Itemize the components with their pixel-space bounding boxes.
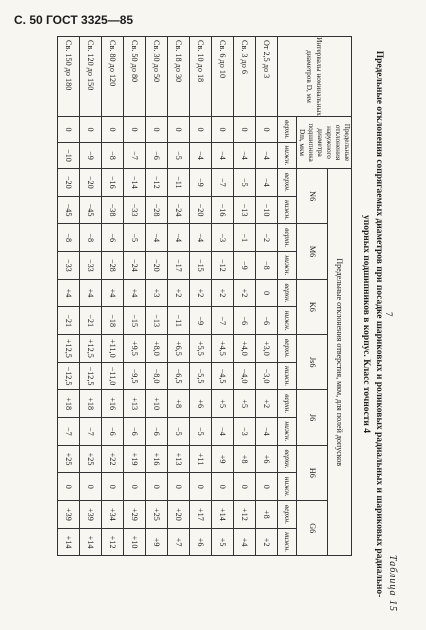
row-label: Св. 50 до 80 bbox=[124, 37, 146, 117]
tolerance-table bbox=[57, 36, 352, 612]
table-cell: +16 bbox=[146, 445, 168, 473]
table-cell: −4 bbox=[234, 143, 256, 169]
table-cell: −24 bbox=[168, 196, 190, 224]
table-cell: −4 bbox=[212, 418, 234, 446]
row-label: Св. 80 до 120 bbox=[102, 37, 124, 117]
table-row bbox=[256, 37, 278, 612]
table-cell: +20 bbox=[168, 501, 190, 529]
table-cell: +14 bbox=[212, 501, 234, 529]
table-cell: −9 bbox=[190, 169, 212, 197]
upper-label: верхн. bbox=[278, 279, 297, 307]
table-cell: −6,5 bbox=[168, 362, 190, 390]
table-cell: −6 bbox=[102, 418, 124, 446]
table-cell: +11,0 bbox=[102, 335, 124, 363]
table-cell: −11 bbox=[168, 307, 190, 335]
table-cell: +5 bbox=[234, 390, 256, 418]
field-header: G6 bbox=[297, 501, 328, 556]
table-cell: −21 bbox=[58, 307, 80, 335]
table-cell: −4 bbox=[190, 143, 212, 169]
table-cell: +16 bbox=[102, 390, 124, 418]
row-label: Св. 30 до 50 bbox=[146, 37, 168, 117]
table-cell: −4 bbox=[146, 224, 168, 252]
table-cell: 0 bbox=[256, 473, 278, 501]
table-cell: −45 bbox=[80, 196, 102, 224]
table-cell: +4 bbox=[124, 279, 146, 307]
row-label: Св. 18 до 30 bbox=[168, 37, 190, 117]
field-header: H6 bbox=[297, 445, 328, 500]
table-cell: +6 bbox=[256, 445, 278, 473]
table-cell: +12 bbox=[102, 528, 124, 556]
field-header: N6 bbox=[297, 169, 328, 224]
table-cell: −6 bbox=[256, 307, 278, 335]
interval-header: Интервалы номинальных диаметров D, мм bbox=[278, 37, 352, 117]
table-cell: +2 bbox=[256, 528, 278, 556]
table-cell: −7 bbox=[124, 143, 146, 169]
table-cell: 0 bbox=[234, 473, 256, 501]
table-cell: −12,5 bbox=[80, 362, 102, 390]
table-cell: +5,5 bbox=[190, 335, 212, 363]
tolerance-span-header: Предельные отклонения отверстия, мкм, для полей допусков bbox=[327, 169, 351, 556]
table-cell: +6 bbox=[190, 390, 212, 418]
table-cell: +8 bbox=[168, 390, 190, 418]
table-cell: −7 bbox=[212, 169, 234, 197]
table-cell: −11 bbox=[168, 169, 190, 197]
table-cell: +9,5 bbox=[124, 335, 146, 363]
table-cell: −6 bbox=[102, 224, 124, 252]
table-row bbox=[212, 37, 234, 612]
table-cell: +8 bbox=[234, 445, 256, 473]
table-cell: −4 bbox=[256, 418, 278, 446]
table-index: 7 bbox=[384, 312, 394, 317]
table-caption: Предельные отклонения сопрягаемых диаметров при посадке шариковых и роликовых радиальных и шариковых радиально-упорных подшипников в корпус. Класс точности 4 bbox=[361, 50, 384, 598]
table-cell: −5 bbox=[234, 169, 256, 197]
table-cell: −21 bbox=[80, 307, 102, 335]
table-cell: −5 bbox=[168, 418, 190, 446]
table-cell: 0 bbox=[212, 473, 234, 501]
lower-label: нижн. bbox=[278, 143, 297, 169]
table-cell: −16 bbox=[102, 169, 124, 197]
table-cell: −7 bbox=[58, 418, 80, 446]
table-cell: 0 bbox=[80, 473, 102, 501]
table-cell: −13 bbox=[234, 196, 256, 224]
table-cell: −5 bbox=[190, 418, 212, 446]
field-header: Js6 bbox=[297, 335, 328, 390]
table-cell: −4,0 bbox=[234, 362, 256, 390]
table-cell: +17 bbox=[190, 501, 212, 529]
table-cell: +5 bbox=[212, 390, 234, 418]
table-cell: −1 bbox=[234, 224, 256, 252]
table-cell: −9 bbox=[80, 143, 102, 169]
table-cell: −33 bbox=[124, 196, 146, 224]
table-cell: −8,0 bbox=[146, 362, 168, 390]
lower-label: нижн. bbox=[278, 362, 297, 390]
table-cell: +2 bbox=[234, 279, 256, 307]
table-cell: −11,0 bbox=[102, 362, 124, 390]
table-cell: 0 bbox=[124, 473, 146, 501]
table-cell: −9 bbox=[190, 307, 212, 335]
table-cell: −5 bbox=[124, 224, 146, 252]
table-cell: +39 bbox=[80, 501, 102, 529]
table-cell: −12 bbox=[212, 252, 234, 280]
lower-label: нижн. bbox=[278, 196, 297, 224]
table-cell: +2 bbox=[168, 279, 190, 307]
table-cell: +4,0 bbox=[234, 335, 256, 363]
table-row bbox=[102, 37, 124, 612]
table-cell: −9 bbox=[234, 252, 256, 280]
table-cell: −28 bbox=[146, 196, 168, 224]
field-header: M6 bbox=[297, 224, 328, 279]
row-label: Св. 3 до 6 bbox=[234, 37, 256, 117]
table-cell: −20 bbox=[190, 196, 212, 224]
table-cell: −7 bbox=[80, 418, 102, 446]
table-cell: −3 bbox=[212, 224, 234, 252]
table-cell: −4 bbox=[256, 169, 278, 197]
lower-label: нижн. bbox=[278, 252, 297, 280]
table-cell: −5 bbox=[168, 143, 190, 169]
table-cell: +3,0 bbox=[256, 335, 278, 363]
table-cell: +9 bbox=[212, 445, 234, 473]
table-cell: 0 bbox=[146, 117, 168, 143]
table-cell: +13 bbox=[168, 445, 190, 473]
table-cell: 0 bbox=[58, 117, 80, 143]
table-cell: +4,5 bbox=[212, 335, 234, 363]
lower-label: нижн. bbox=[278, 528, 297, 556]
table-cell: −8 bbox=[80, 224, 102, 252]
table-body bbox=[58, 37, 278, 612]
table-cell: −6 bbox=[234, 307, 256, 335]
table-cell: −4 bbox=[168, 224, 190, 252]
table-cell: 0 bbox=[102, 473, 124, 501]
table-cell: +25 bbox=[80, 445, 102, 473]
table-cell: −14 bbox=[124, 169, 146, 197]
table-cell: −8 bbox=[256, 252, 278, 280]
table-cell: −4 bbox=[256, 143, 278, 169]
table-cell: −6 bbox=[146, 143, 168, 169]
table-cell: −15 bbox=[124, 307, 146, 335]
table-row bbox=[124, 37, 146, 612]
row-label: Св. 120 до 150 bbox=[80, 37, 102, 117]
table-cell: 0 bbox=[102, 117, 124, 143]
table-cell: −8 bbox=[102, 143, 124, 169]
table-cell: 0 bbox=[168, 473, 190, 501]
table-cell: +25 bbox=[146, 501, 168, 529]
table-label: Таблица 15 bbox=[387, 555, 398, 612]
table-cell: −20 bbox=[58, 169, 80, 197]
table-cell: +14 bbox=[58, 528, 80, 556]
upper-label: верхн. bbox=[278, 335, 297, 363]
table-cell: −4 bbox=[212, 143, 234, 169]
table-cell: −2 bbox=[256, 224, 278, 252]
page-header: С. 50 ГОСТ 3325—85 bbox=[14, 13, 134, 27]
table-cell: +29 bbox=[124, 501, 146, 529]
bearing-header: Предельные отклонения наружного диаметра подшипника Dm, мкм bbox=[297, 117, 352, 169]
table-cell: +18 bbox=[80, 390, 102, 418]
table-cell: +22 bbox=[102, 445, 124, 473]
table-cell: −45 bbox=[58, 196, 80, 224]
table-cell: −20 bbox=[146, 252, 168, 280]
table-row bbox=[146, 37, 168, 612]
table-cell: +2 bbox=[190, 279, 212, 307]
table-cell: +8,0 bbox=[146, 335, 168, 363]
table-cell: +4 bbox=[102, 279, 124, 307]
table-cell: −13 bbox=[146, 307, 168, 335]
table-cell: −33 bbox=[58, 252, 80, 280]
upper-lower-row bbox=[278, 37, 297, 612]
upper-label: верхн. bbox=[278, 224, 297, 252]
upper-label: верхн. bbox=[278, 117, 297, 143]
table-cell: −5,5 bbox=[190, 362, 212, 390]
table-cell: +2 bbox=[212, 279, 234, 307]
table-cell: −15 bbox=[190, 252, 212, 280]
table-cell: −3,0 bbox=[256, 362, 278, 390]
table-cell: −8 bbox=[58, 224, 80, 252]
table-cell: −38 bbox=[102, 196, 124, 224]
table-cell: 0 bbox=[256, 279, 278, 307]
table-row bbox=[168, 37, 190, 612]
row-label: Св. 10 до 18 bbox=[190, 37, 212, 117]
row-label: От 2,5 до 3 bbox=[256, 37, 278, 117]
table-cell: +3 bbox=[146, 279, 168, 307]
lower-label: нижн. bbox=[278, 307, 297, 335]
lower-label: нижн. bbox=[278, 473, 297, 501]
table-cell: +12,5 bbox=[80, 335, 102, 363]
table-cell: −28 bbox=[102, 252, 124, 280]
table-row bbox=[234, 37, 256, 612]
table-cell: 0 bbox=[212, 117, 234, 143]
upper-label: верхн. bbox=[278, 501, 297, 529]
table-cell: +11 bbox=[190, 445, 212, 473]
table-row bbox=[80, 37, 102, 612]
table-cell: −10 bbox=[58, 143, 80, 169]
row-label: Св. 6 до 10 bbox=[212, 37, 234, 117]
table-cell: +6 bbox=[190, 528, 212, 556]
table-cell: +25 bbox=[58, 445, 80, 473]
upper-label: верхн. bbox=[278, 390, 297, 418]
table-cell: −16 bbox=[212, 196, 234, 224]
table-row bbox=[58, 37, 80, 612]
table-cell: −20 bbox=[80, 169, 102, 197]
table-cell: +6,5 bbox=[168, 335, 190, 363]
table-cell: +13 bbox=[124, 390, 146, 418]
table-cell: −17 bbox=[168, 252, 190, 280]
table-cell: +34 bbox=[102, 501, 124, 529]
table-cell: +5 bbox=[212, 528, 234, 556]
table-cell: −6 bbox=[146, 418, 168, 446]
table-cell: 0 bbox=[190, 117, 212, 143]
lower-label: нижн. bbox=[278, 418, 297, 446]
table-row bbox=[190, 37, 212, 612]
table-cell: −33 bbox=[80, 252, 102, 280]
field-header: K6 bbox=[297, 279, 328, 334]
table-cell: +2 bbox=[256, 390, 278, 418]
table-cell: −18 bbox=[102, 307, 124, 335]
table-cell: −12,5 bbox=[58, 362, 80, 390]
table-cell: −24 bbox=[124, 252, 146, 280]
table-cell: +10 bbox=[146, 390, 168, 418]
table-cell: −12 bbox=[146, 169, 168, 197]
table-cell: −4 bbox=[190, 224, 212, 252]
upper-label: верхн. bbox=[278, 445, 297, 473]
table-cell: 0 bbox=[256, 117, 278, 143]
table-cell: 0 bbox=[80, 117, 102, 143]
table-cell: 0 bbox=[124, 117, 146, 143]
table-cell: 0 bbox=[190, 473, 212, 501]
table-cell: −6 bbox=[124, 418, 146, 446]
table-cell: −3 bbox=[234, 418, 256, 446]
table-cell: +14 bbox=[80, 528, 102, 556]
table-cell: +19 bbox=[124, 445, 146, 473]
table-cell: 0 bbox=[58, 473, 80, 501]
table-cell: 0 bbox=[234, 117, 256, 143]
table-cell: +4 bbox=[80, 279, 102, 307]
upper-label: верхн. bbox=[278, 169, 297, 197]
table-cell: +12 bbox=[234, 501, 256, 529]
field-header: J6 bbox=[297, 390, 328, 445]
table-cell: +18 bbox=[58, 390, 80, 418]
table-cell: +9 bbox=[146, 528, 168, 556]
table-cell: +4 bbox=[58, 279, 80, 307]
table-cell: +8 bbox=[256, 501, 278, 529]
table-cell: +39 bbox=[58, 501, 80, 529]
table-cell: +4 bbox=[234, 528, 256, 556]
table-cell: +12,5 bbox=[58, 335, 80, 363]
table-cell: −7 bbox=[212, 307, 234, 335]
table-cell: −4,5 bbox=[212, 362, 234, 390]
table-cell: +10 bbox=[124, 528, 146, 556]
row-label: Св. 150 до 180 bbox=[58, 37, 80, 117]
table-cell: 0 bbox=[146, 473, 168, 501]
table-cell: −10 bbox=[256, 196, 278, 224]
table-cell: +7 bbox=[168, 528, 190, 556]
table-cell: 0 bbox=[168, 117, 190, 143]
table-cell: −9,5 bbox=[124, 362, 146, 390]
rotated-table-page bbox=[8, 34, 398, 614]
